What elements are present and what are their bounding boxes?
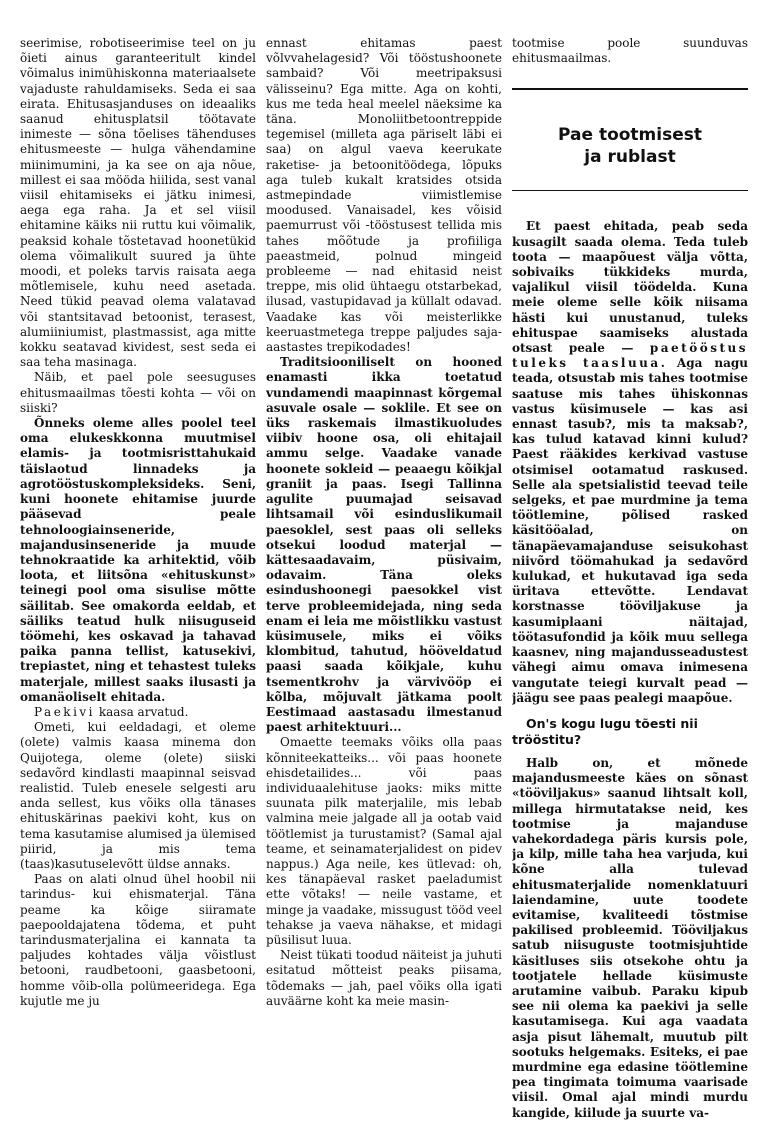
paragraph: seerimise, robotiseerimise teel on ju õieti ainus garanteeritult kindel võimalus inimühiskonna materiaalsete vajaduste rahuldamiseks. Seda ei saa eirata. Ehitusasjanduses on ideaaliks saanud ehitusplatsil töötavate inimeste — sõna tõelises tähenduses ehitusmeeste — hulga vähendamine miinimumini, ja ka see on aja nõue, millest ei saa mööda hiilida, sest vanal viisil ehitamiseks ei jätku inimesi, aega ega raha. Ja et sel viisil ehitamine käiks nii ruttu kui võimalik, peaksid kohale tõstetavad hoonetükid olema võimalikult suured ja ühte moodi, et poleks tarvis raisata aega mõtlemisele, kuhu need asetada. Need tükid peavad olema valatavad või stantsitavad betoonist, terasest, alumiiniumist, plastmassist, aga mitte kokku seatavad kividest, sest seda ei saa teha masinaga.: [20, 36, 256, 370]
paragraph: Näib, et pael pole seesuguses ehitusmaailmas tõesti kohta — või on siiski?: [20, 370, 256, 415]
paragraph: [512, 219, 748, 706]
column-3: [512, 36, 748, 1126]
paragraph: Traditsiooniliselt on hooned enamasti ikka toetatud vundamendi maapinnast kõrgemal asuvale osale — soklile. Et see on üks raskemais ilmastikuoludes viibiv hoone osa, oli ehitajail ammu selge. Vaadake vanade hoonete sokleid — peaaegu kõikjal graniit ja paas. Isegi Tallinna agulite puumajad seisavad lihtsamail või esinduslikumail paesoklel, sest paas oli selleks otsekui loodud materjal — kättesaadavaim, püsivaim, odavaim. Täna oleks esindushoonegi paesokkel vist terve probleemidejada, ning seda enam ei leia me mõistlikku vastust küsimusele, miks ei võiks klombitud, tahutud, hööveldatud paasi saada kõikjale, kuhu tsementkrohv ja värvivööp ei kõlba, mõjuvalt jätkama poolt Eestimaad aastasadu ilmestanud paest arhitektuuri...: [266, 355, 502, 735]
headline-box: [512, 88, 748, 191]
paragraph: Ometi, kui eeldadagi, et oleme (olete) valmis kaasa minema don Quijotega, oleme (olete) siiski sedavõrd kindlasti maapinnal seisvad realistid. Tuleb enesele selgesti aru anda sellest, kus võiks olla tänases ehituskärinas paekivi koht, kus on tema kasutamise alumised ja ülemised piirid, ja mis tema (taas)kasutuselevõtt üldse annaks.: [20, 720, 256, 871]
paragraph: [20, 705, 256, 720]
paragraph-part: . Aga nagu teada, otsustab mis tahes tootmise saatuse mis tahes ühiskonnas vastus küsimusele — kas asi ennast tasub?, mis ta maksab?, kas tulud katavad kinni kulud? Paest rääkides kerkivad vastuse otsimisel ootamatud raskused. Selle ala spetsialistid teevad teile selgeks, et pae murdmine ja tema töötlemine, põlised rasked käsitööalad, on tänapäevamajanduse seisukohast niivõrd töömahukad ja sedavõrd kulukad, et hukutavad iga seda üritava ettevõtte. Lendavat korstnasse tööviljakuse ja kasumiplaani näitajad, töötasufondid ja kõik muu sellega kaasnev, ning majandusseadustest vähegi aimu omava inimesena vangutate teiegi kurvalt pead — jäägu see paas pealegi maapõue.: [512, 356, 748, 705]
paragraph-part: Et paest ehitada, peab seda kusagilt saada olema. Teda tuleb toota — maapõuest välja võtta, sobivaiks tükkideks murda, vajalikul viisil töödelda. Kuna meie oleme selle kõik niisama hästi kui unustanud, tuleks ehituspae saamiseks alustada otsast peale —: [512, 219, 748, 356]
paragraph-rest: kaasa arvatud.: [95, 704, 189, 719]
paragraph: Õnneks oleme alles poolel teel oma elukeskkonna muutmisel elamis- ja tootmisristtahukaid täislaotud linnadeks ja agrotööstuskompleksideks. Seni, kuni hoonete ehitamise juurde pääsevad peale tehnoloogiainseneride, majandusinseneride ja muude tehnokraatide ka arhitektid, võib loota, et liitsõna «ehituskunst» teinegi pool oma sisulise mõtte säilitab. See omakorda eeldab, et säiliks teatud hulk niisuguseid töömehi, kes oskavad ja tahavad paika panna tellist, katusekivi, trepiastet, ning et tehastest tuleks materjale, millest saaks ilusasti ja omanäoliselt ehitada.: [20, 416, 256, 704]
paragraph: Omaette teemaks võiks olla paas kõnniteekatteiks... või paas hoonete ehisdetailides... või paas individuaalehituse jaoks: miks mitte suunata pilk materjalile, mis lebab valmina meie jalgade all ja ootab vaid töötlemist ja turustamist? (Samal ajal teame, et seinamaterjalidest on pidev nappus.) Aga neile, kes ütlevad: oh, kes tänapäeval rasket paeladumist ette võtaks! — neile vastame, et minge ja vaadake, missugust tööd veel tehakse ja vaeva nähakse, et midagi püsilisut luua.: [266, 735, 502, 947]
spaced-word: Paekivi: [34, 704, 96, 719]
paragraph: ennast ehitamas paest võlvvahelagesid? Või tööstushoonete sambaid? Või meetripaksusi välisseinu? Ega mitte. Aga on kohti, kus me teda heal meelel näeksime ka täna. Monoliitbetoontreppide tegemisel (milleta aga päriselt läbi ei saa) on algul vaeva keerukate raketise- ja betoonitöödega, lõpuks aga tuleb kukalt kratsides otsida astmepindade viimistlemise moodused. Vanaisadel, kes võisid paemurrust või -tööstusest tellida mis tahes mõõtude ja profiiliga paeastmeid, polnud mingeid probleeme — nad ehitasid neist treppe, mis olid ühtaegu otstarbekad, ilusad, vastupidavad ja küllalt odavad. Vaadake kas või meisterlikke keeruastmetega treppe paljudes saja-aastastes trepikodades!: [266, 36, 502, 355]
subheading: On's kogu lugu tõesti nii trööstitu?: [512, 715, 698, 747]
headline-line-2: ja rublast: [584, 147, 676, 168]
headline: Pae tootmisest: [558, 125, 702, 146]
column-1: [20, 36, 256, 1126]
paragraph: Paas on alati olnud ühel hoobil nii tarindus- kui ehismaterjal. Täna peame ka kõige siiramate paepooldajatena tõdema, et puht tarindusmaterjalina ei kannata ta paljudes kohtades välja võistlust betooni, raudbetooni, gaasbetooni, homme võib-olla polümeeridega. Ega kujutle me ju: [20, 872, 256, 1008]
paragraph: tootmise poole suunduvas ehitusmaailmas.: [512, 36, 748, 66]
paragraph: Neist tükati toodud näiteist ja juhuti esitatud mõtteist peaks piisama, tõdemaks — jah, pael võiks olla igati auväärne koht ka meie masin-: [266, 948, 502, 1008]
column-2: [266, 36, 502, 1126]
article-columns: [20, 36, 751, 1126]
paragraph: Halb on, et mõnede majandusmeeste käes on sõnast «tööviljakus» saanud lihtsalt koll, millega hirmutatakse neid, kes tootmise ja majanduse vahekordadega päris kursis pole, ja kilp, mille taha hea varjuda, kui kõne alla tulevad ehitusmaterjalide nomenklatuuri laiendamine, uute toodete evitamise, kvaliteedi tõstmise pakilised probleemid. Tööviljakus satub niisuguste tootmisjuhtide käsitluses siis otsekohe ohtu ja tootjatele hellade küsimuste arutamine vaibub. Paraku kipub see nii olema ka paekivi ja selle kasutamisega. Kui aga vaadata asja pisut lähemalt, muutub pilt sootuks helgemaks. Esiteks, ei pae murdmine ega edasine töötlemine pea tingimata toimuma vaarisade viisil. Omal ajal mindi murdu kangide, kiilude ja suurte va-: [512, 755, 748, 1120]
spaced-phrase: paetööstus tuleks taasluua: [512, 341, 748, 371]
